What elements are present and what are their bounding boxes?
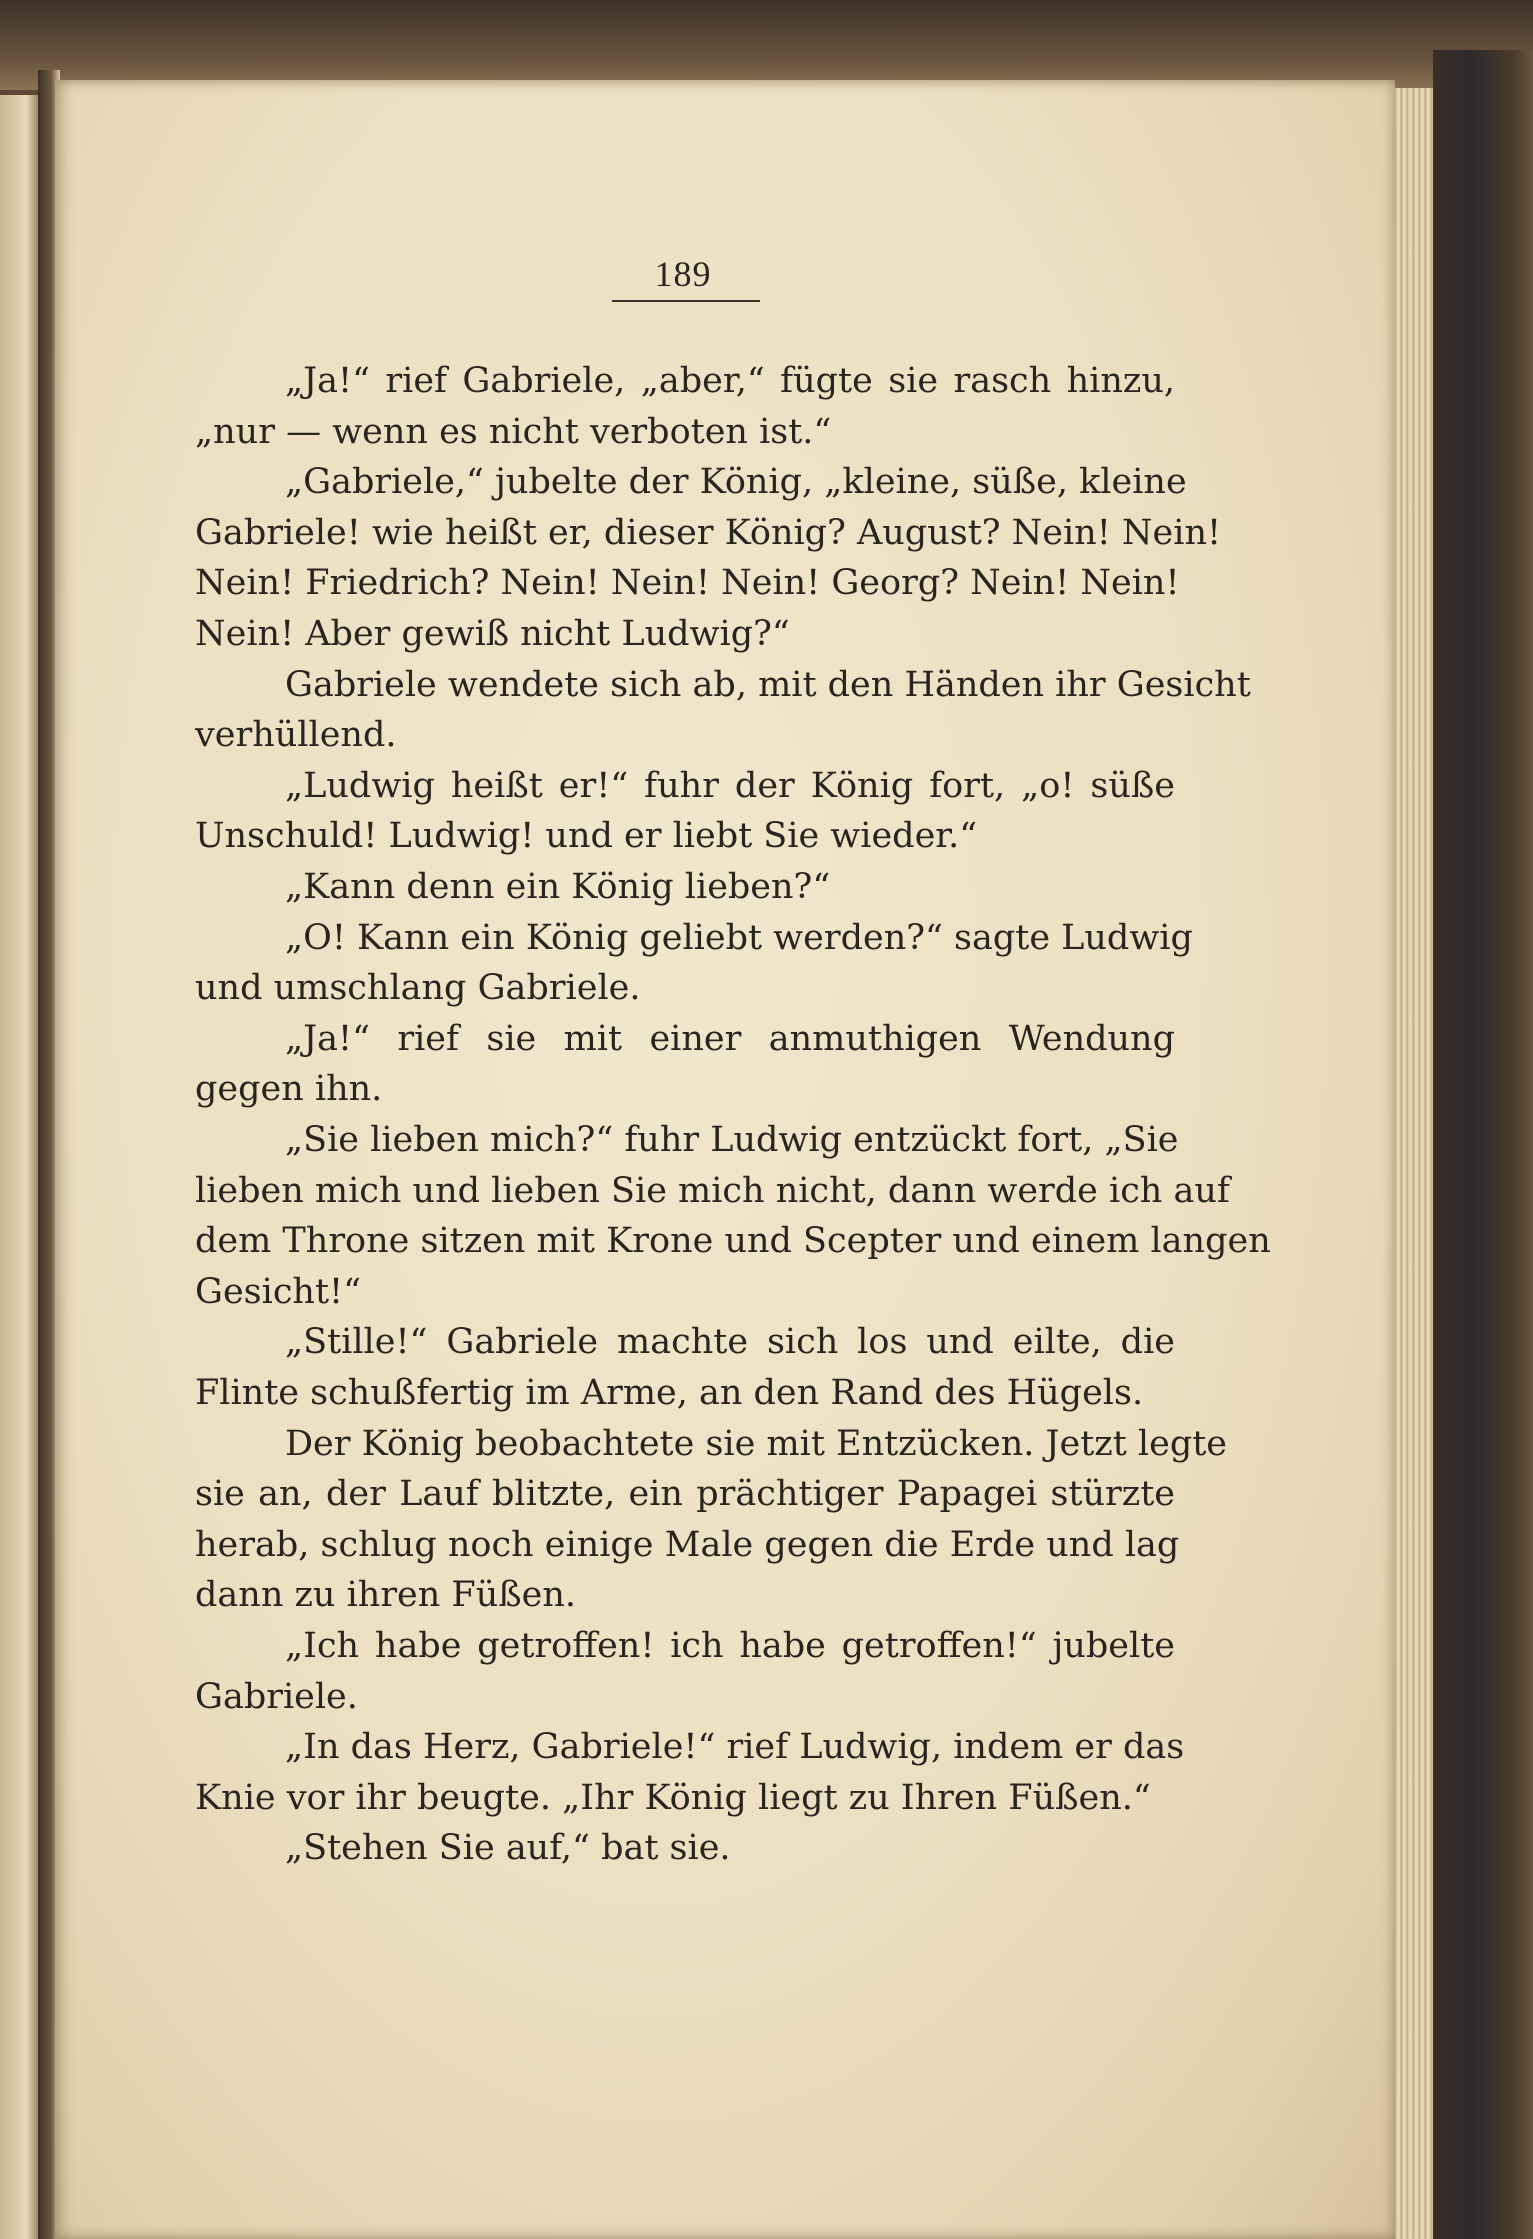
text-line: „In das Herz, Gabriele!“ rief Ludwig, indem er das [285, 1727, 1185, 1768]
text-line: „Ludwig heißt er!“ fuhr der König fort, „o! süße [285, 765, 1175, 806]
text-line: und umschlang Gabriele. [195, 968, 641, 1009]
text-line: Gabriele. [195, 1676, 358, 1717]
text-line: „Ich habe getroffen! ich habe getroffen!“ jubelte [285, 1626, 1175, 1666]
text-line: „Sie lieben mich?“ fuhr Ludwig entzückt fort, „Sie [285, 1120, 1179, 1160]
text-line: Gesicht!“ [195, 1271, 361, 1312]
text-line: dem Throne sitzen mit Krone und Scepter und einem langen [195, 1221, 1271, 1262]
text-line: herab, schlug noch einige Male gegen die Erde und lag [195, 1524, 1180, 1565]
text-line: „Stehen Sie auf,“ bat sie. [285, 1828, 731, 1869]
text-line: Unschuld! Ludwig! und er liebt Sie wieder.“ [195, 816, 978, 857]
text-line: verhüllend. [195, 715, 397, 756]
text-line: lieben mich und lieben Sie mich nicht, dann werde ich auf [195, 1170, 1230, 1211]
text-line: „Gabriele,“ jubelte der König, „kleine, süße, kleine [285, 462, 1187, 503]
left-page-edge [0, 95, 38, 2239]
text-line: Flinte schußfertig im Arme, an den Rand des Hügels. [195, 1373, 1144, 1413]
text-line: „Ja!“ rief sie mit einer anmuthigen Wendung [285, 1018, 1175, 1059]
text-line: Knie vor ihr beugte. „Ihr König liegt zu Ihren Füßen.“ [195, 1777, 1151, 1818]
text-line: „nur — wenn es nicht verboten ist.“ [195, 411, 832, 452]
text-line: Nein! Aber gewiß nicht Ludwig?“ [195, 614, 790, 654]
text-line: gegen ihn. [195, 1069, 383, 1110]
text-line: Gabriele! wie heißt er, dieser König? August? Nein! Nein! [195, 512, 1222, 553]
book-top-edge [0, 0, 1533, 90]
page-number-rule [612, 300, 760, 302]
text-line: „Ja!“ rief Gabriele, „aber,“ fügte sie rasch hinzu, [285, 361, 1175, 401]
text-line: Nein! Friedrich? Nein! Nein! Nein! Georg? Nein! Nein! [195, 563, 1180, 604]
text-line: sie an, der Lauf blitzte, ein prächtiger Papagei stürzte [195, 1474, 1175, 1515]
page-number: 189 [654, 254, 712, 294]
text-line: Gabriele wendete sich ab, mit den Händen ihr Gesicht [285, 664, 1251, 705]
text-line: Der König beobachtete sie mit Entzücken. Jetzt legte [285, 1423, 1228, 1464]
text-line: „Stille!“ Gabriele machte sich los und eilte, die [285, 1322, 1175, 1363]
text-line: „O! Kann ein König geliebt werden?“ sagte Ludwig [285, 917, 1193, 958]
book-cover-right [1433, 50, 1533, 2239]
text-line: „Kann denn ein König lieben?“ [285, 867, 831, 907]
text-line: dann zu ihren Füßen. [195, 1575, 577, 1616]
